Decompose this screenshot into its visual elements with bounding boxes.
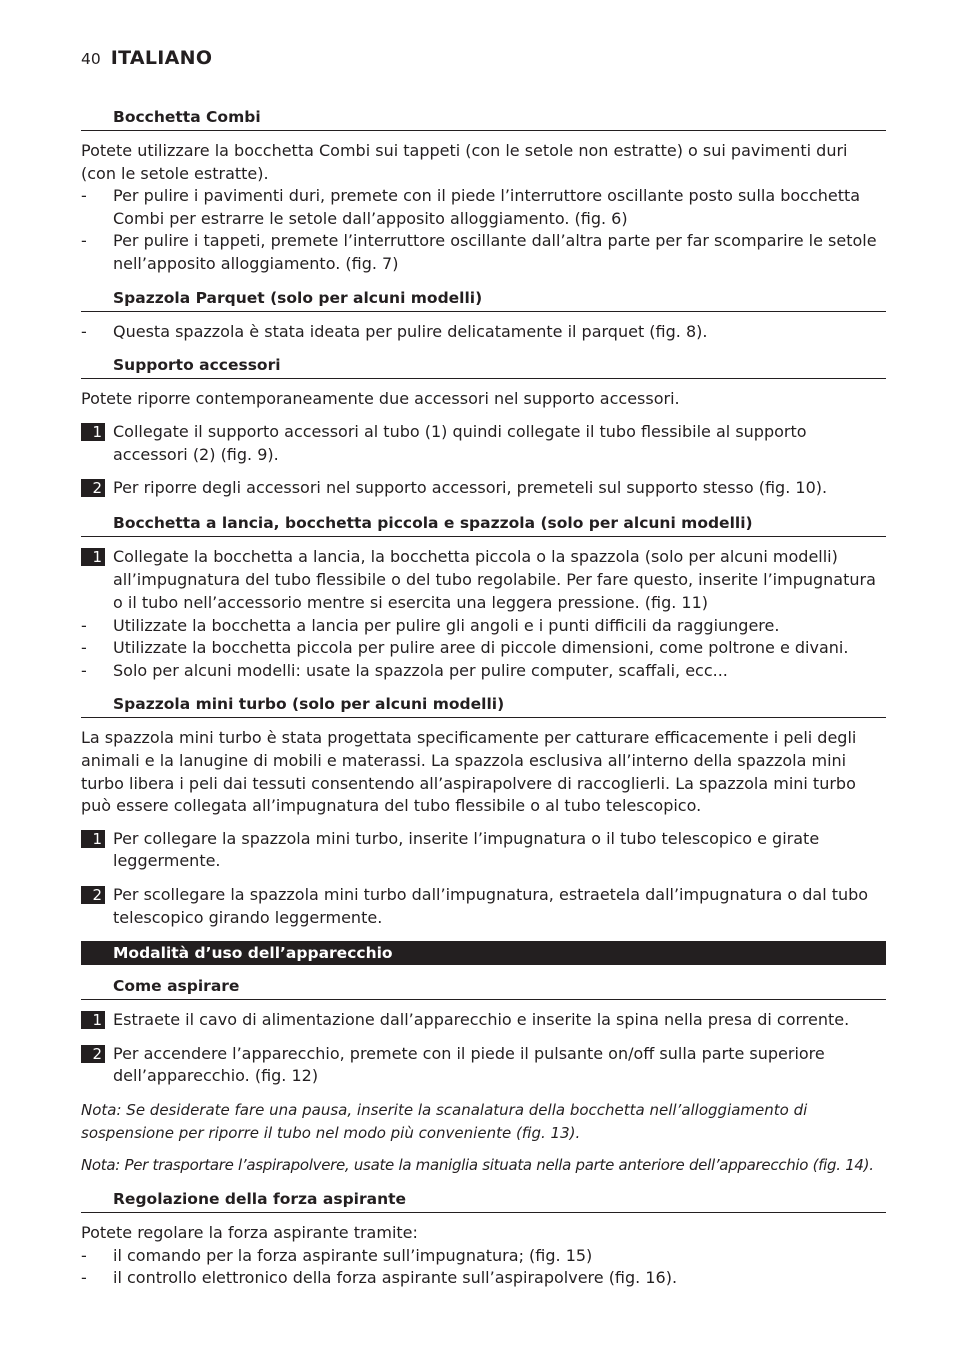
step-number: 2	[81, 1045, 105, 1063]
list-item-text: Per pulire i pavimenti duri, premete con il piede l’interruttore oscillante posto sulla bocchetta Combi per estrarre le setole dall’apposito alloggiamento. (fig. 6)	[113, 186, 861, 228]
list-item-text: Per pulire i tappeti, premete l’interruttore oscillante dall’altra parte per far scomparire le setole nell’apposito alloggiamento. (fig. 7)	[113, 231, 877, 273]
step-number: 2	[81, 886, 105, 904]
list-item	[81, 1245, 886, 1268]
step-text: Per accendere l’apparecchio, premete con il piede il pulsante on/off sulla parte superiore dell’apparecchio. (fig. 12)	[113, 1043, 825, 1086]
step-text: Per riporre degli accessori nel supporto accessori, premeteli sul supporto stesso (fig. 10).	[113, 478, 828, 498]
dash-icon: -	[81, 186, 87, 206]
step-item	[81, 884, 886, 930]
section-heading-regolazione-forza: Regolazione della forza aspirante	[81, 1187, 886, 1213]
chapter-heading-modalita-uso: Modalità d’uso dell’apparecchio	[81, 941, 886, 965]
step-item	[81, 546, 886, 614]
list-item	[81, 321, 886, 344]
step-number: 1	[81, 830, 105, 848]
step-item	[81, 828, 886, 874]
list-item-text: Utilizzate la bocchetta piccola per pulire aree di piccole dimensioni, come poltrone e divani.	[113, 638, 849, 658]
list-item	[81, 637, 886, 660]
list-item	[81, 230, 886, 275]
page-header	[81, 47, 212, 69]
dash-icon: -	[81, 1268, 87, 1288]
section-heading-bocchetta-lancia: Bocchetta a lancia, bocchetta piccola e spazzola (solo per alcuni modelli)	[81, 511, 886, 537]
list-item-text: Questa spazzola è stata ideata per pulire delicatamente il parquet (fig. 8).	[113, 321, 708, 341]
step-text: Per collegare la spazzola mini turbo, inserite l’impugnatura o il tubo telescopico e girate leggermente.	[113, 828, 820, 871]
paragraph: Potete riporre contemporaneamente due accessori nel supporto accessori.	[81, 389, 680, 409]
content	[81, 105, 886, 1300]
bullet-list	[81, 1245, 886, 1290]
section-heading-come-aspirare: Come aspirare	[81, 974, 886, 1000]
page-number: 40	[81, 50, 101, 68]
step-item	[81, 477, 886, 500]
list-item-text: Solo per alcuni modelli: usate la spazzola per pulire computer, scaffali, ecc...	[113, 660, 728, 680]
section-heading-bocchetta-combi: Bocchetta Combi	[81, 105, 886, 131]
paragraph: Potete utilizzare la bocchetta Combi sui tappeti (con le setole non estratte) o sui pavimenti duri (con le setole estratte).	[81, 141, 848, 183]
list-item-text: il controllo elettronico della forza aspirante sull’aspirapolvere (fig. 16).	[113, 1268, 678, 1288]
section-heading-supporto-accessori: Supporto accessori	[81, 353, 886, 379]
list-item	[81, 660, 886, 683]
step-item	[81, 1009, 886, 1032]
dash-icon: -	[81, 660, 87, 680]
step-number: 2	[81, 479, 105, 497]
step-number: 1	[81, 548, 105, 566]
list-item	[81, 185, 886, 230]
list-item	[81, 1267, 886, 1290]
note: Nota: Per trasportare l’aspirapolvere, usate la maniglia situata nella parte anteriore dell’apparecchio (fig. 14).	[81, 1156, 874, 1175]
step-item	[81, 421, 886, 467]
step-text: Per scollegare la spazzola mini turbo dall’impugnatura, estraetela dall’impugnatura o dal tubo telescopico girando leggermente.	[113, 885, 869, 928]
note: Nota: Se desiderate fare una pausa, inserite la scanalatura della bocchetta nell’alloggiamento di sospensione per riporre il tubo nel modo più conveniente (fig. 13).	[81, 1101, 808, 1142]
bullet-list	[81, 185, 886, 275]
step-text: Estraete il cavo di alimentazione dall’apparecchio e inserite la spina nella presa di corrente.	[113, 1009, 850, 1029]
step-number: 1	[81, 423, 105, 441]
section-heading-spazzola-parquet: Spazzola Parquet (solo per alcuni modelli)	[81, 286, 886, 312]
section-heading-spazzola-mini-turbo: Spazzola mini turbo (solo per alcuni modelli)	[81, 692, 886, 718]
list-item-text: il comando per la forza aspirante sull’impugnatura; (fig. 15)	[113, 1245, 593, 1265]
step-number: 1	[81, 1011, 105, 1029]
dash-icon: -	[81, 638, 87, 658]
list-item	[81, 615, 886, 638]
bullet-list	[81, 321, 886, 344]
language-title: ITALIANO	[110, 47, 213, 69]
dash-icon: -	[81, 321, 87, 341]
step-text: Collegate il supporto accessori al tubo (1) quindi collegate il tubo flessibile al supporto accessori (2) (fig. 9).	[113, 421, 807, 464]
paragraph: Potete regolare la forza aspirante tramite:	[81, 1223, 418, 1243]
step-text: Collegate la bocchetta a lancia, la bocchetta piccola o la spazzola (solo per alcuni modelli) all’impugnatura del tubo flessibile o del tubo regolabile. Per fare questo, inserite l’impugnatura o il tubo nell’accessorio mentre si esercita una leggera pressione. (fig. 11)	[113, 547, 876, 612]
paragraph: La spazzola mini turbo è stata progettata specificamente per catturare efficacemente i peli degli animali e la lanugine di mobili e materassi. La spazzola esclusiva all’interno della spazzola mini turbo libera i peli dai tessuti consentendo all’aspirapolvere di raccoglierli. La spazzola mini turbo può essere collegata all’impugnatura del tubo flessibile o al tubo telescopico.	[81, 728, 857, 816]
dash-icon: -	[81, 615, 87, 635]
dash-icon: -	[81, 231, 87, 251]
bullet-list	[81, 615, 886, 683]
dash-icon: -	[81, 1245, 87, 1265]
step-item	[81, 1043, 886, 1089]
list-item-text: Utilizzate la bocchetta a lancia per pulire gli angoli e i punti difficili da raggiungere.	[113, 615, 780, 635]
